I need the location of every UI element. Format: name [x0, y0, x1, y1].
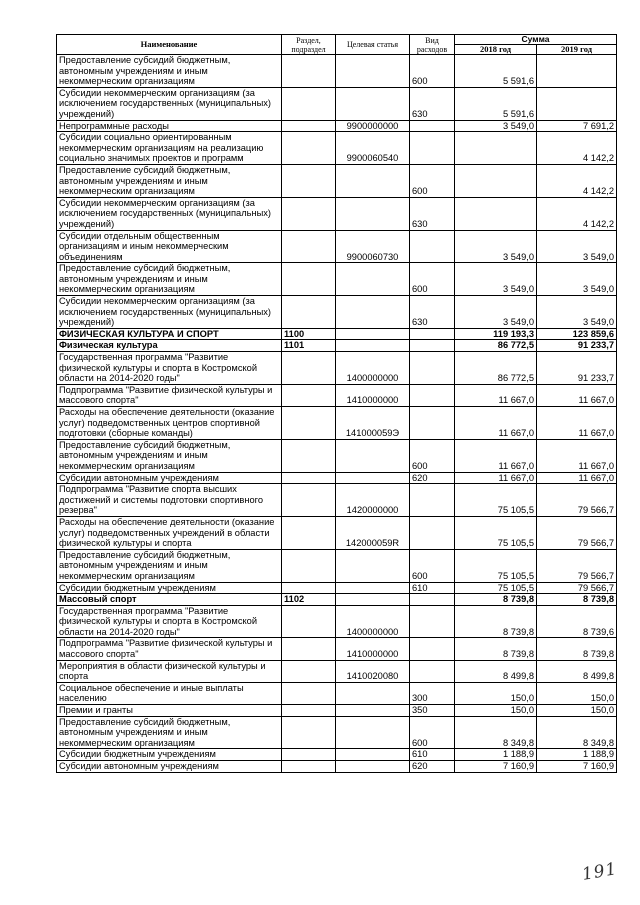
row-target: 9900060730 — [336, 230, 410, 263]
row-value-2018: 11 667,0 — [455, 472, 537, 484]
header-sum: Сумма — [455, 35, 617, 45]
row-target: 141000059Э — [336, 407, 410, 440]
row-kind — [410, 516, 455, 549]
row-value-2018: 11 667,0 — [455, 407, 537, 440]
row-target: 1410020080 — [336, 660, 410, 682]
row-target — [336, 55, 410, 88]
row-kind: 630 — [410, 87, 455, 120]
table-row — [57, 439, 617, 472]
row-name: Субсидии социально ориентированным некоммерческим организациям на реализацию социально значимых проектов и программ — [57, 132, 282, 165]
row-value-2018: 86 772,5 — [455, 352, 537, 385]
row-value-2019: 123 859,6 — [537, 328, 617, 340]
row-value-2019: 91 233,7 — [537, 352, 617, 385]
row-kind — [410, 605, 455, 638]
row-target — [336, 87, 410, 120]
table-row — [57, 582, 617, 594]
row-kind — [410, 230, 455, 263]
row-kind: 610 — [410, 582, 455, 594]
row-name: Субсидии отдельным общественным организациям и иным некоммерческим объединениям — [57, 230, 282, 263]
row-kind: 620 — [410, 761, 455, 773]
row-kind — [410, 132, 455, 165]
table-row — [57, 749, 617, 761]
row-section — [282, 682, 336, 704]
table-row — [57, 516, 617, 549]
row-name: Субсидии некоммерческим организациям (за исключением государственных (муниципальных) учреждений) — [57, 197, 282, 230]
table-row — [57, 132, 617, 165]
row-value-2019: 7 691,2 — [537, 120, 617, 132]
row-value-2019: 11 667,0 — [537, 384, 617, 406]
row-target — [336, 164, 410, 197]
row-kind — [410, 407, 455, 440]
table-row — [57, 230, 617, 263]
row-name: Непрограммные расходы — [57, 120, 282, 132]
table-body — [57, 55, 617, 773]
row-kind — [410, 594, 455, 606]
row-value-2019: 4 142,2 — [537, 132, 617, 165]
row-target — [336, 582, 410, 594]
row-name: Предоставление субсидий бюджетным, автономным учреждениям и иным некоммерческим организациям — [57, 439, 282, 472]
header-kind: Вид расходов — [410, 35, 455, 55]
row-section — [282, 132, 336, 165]
row-name: Предоставление субсидий бюджетным, автономным учреждениям и иным некоммерческим организациям — [57, 716, 282, 749]
row-name: Предоставление субсидий бюджетным, автономным учреждениям и иным некоммерческим организациям — [57, 164, 282, 197]
row-target — [336, 761, 410, 773]
row-section — [282, 263, 336, 296]
table-row — [57, 638, 617, 660]
table-row — [57, 605, 617, 638]
row-kind: 600 — [410, 549, 455, 582]
row-target — [336, 594, 410, 606]
row-kind — [410, 328, 455, 340]
row-kind — [410, 340, 455, 352]
row-section — [282, 120, 336, 132]
row-kind — [410, 384, 455, 406]
header-name: Наименование — [57, 35, 282, 55]
row-target: 9900060540 — [336, 132, 410, 165]
row-kind: 600 — [410, 439, 455, 472]
row-target — [336, 682, 410, 704]
row-section — [282, 230, 336, 263]
row-section — [282, 549, 336, 582]
row-value-2018: 8 739,8 — [455, 594, 537, 606]
row-name: Массовый спорт — [57, 594, 282, 606]
row-value-2018: 75 105,5 — [455, 484, 537, 517]
row-value-2019: 8 739,8 — [537, 594, 617, 606]
table-row — [57, 164, 617, 197]
row-name: Субсидии некоммерческим организациям (за исключением государственных (муниципальных) учреждений) — [57, 87, 282, 120]
row-value-2018: 5 591,6 — [455, 55, 537, 88]
row-value-2019: 3 549,0 — [537, 263, 617, 296]
row-target — [336, 716, 410, 749]
row-kind — [410, 638, 455, 660]
table-row — [57, 296, 617, 329]
row-value-2018: 5 591,6 — [455, 87, 537, 120]
header-target: Целевая статья — [336, 35, 410, 55]
row-value-2019: 8 499,8 — [537, 660, 617, 682]
row-value-2018: 75 105,5 — [455, 516, 537, 549]
row-value-2018: 75 105,5 — [455, 549, 537, 582]
row-value-2018: 150,0 — [455, 682, 537, 704]
row-value-2019: 79 566,7 — [537, 484, 617, 517]
header-section: Раздел, подраздел — [282, 35, 336, 55]
row-value-2018: 11 667,0 — [455, 439, 537, 472]
row-name: Субсидии автономным учреждениям — [57, 472, 282, 484]
row-value-2019: 8 349,8 — [537, 716, 617, 749]
row-target — [336, 296, 410, 329]
row-value-2018: 8 739,8 — [455, 605, 537, 638]
row-target: 9900000000 — [336, 120, 410, 132]
row-target — [336, 705, 410, 717]
row-value-2019: 91 233,7 — [537, 340, 617, 352]
row-value-2018: 3 549,0 — [455, 296, 537, 329]
row-name: Премии и гранты — [57, 705, 282, 717]
row-value-2018: 75 105,5 — [455, 582, 537, 594]
row-name: Субсидии бюджетным учреждениям — [57, 582, 282, 594]
row-target: 1400000000 — [336, 352, 410, 385]
row-value-2018 — [455, 132, 537, 165]
row-value-2018: 3 549,0 — [455, 120, 537, 132]
row-name: Физическая культура — [57, 340, 282, 352]
row-value-2018: 7 160,9 — [455, 761, 537, 773]
row-kind: 600 — [410, 716, 455, 749]
row-kind: 630 — [410, 197, 455, 230]
table-row — [57, 716, 617, 749]
row-value-2018 — [455, 197, 537, 230]
row-name: Социальное обеспечение и иные выплаты населению — [57, 682, 282, 704]
row-section — [282, 352, 336, 385]
row-target: 1410000000 — [336, 638, 410, 660]
row-kind — [410, 484, 455, 517]
row-value-2019: 7 160,9 — [537, 761, 617, 773]
table-row — [57, 705, 617, 717]
row-section — [282, 472, 336, 484]
row-section: 1101 — [282, 340, 336, 352]
row-value-2018: 11 667,0 — [455, 384, 537, 406]
table-row — [57, 660, 617, 682]
row-value-2018: 3 549,0 — [455, 263, 537, 296]
row-value-2019: 1 188,9 — [537, 749, 617, 761]
row-section — [282, 749, 336, 761]
row-section — [282, 55, 336, 88]
row-section — [282, 516, 336, 549]
row-section — [282, 87, 336, 120]
row-name: ФИЗИЧЕСКАЯ КУЛЬТУРА И СПОРТ — [57, 328, 282, 340]
page-number: 191 — [580, 859, 619, 885]
row-target — [336, 340, 410, 352]
row-name: Подпрограмма "Развитие спорта высших достижений и системы подготовки спортивного резерва" — [57, 484, 282, 517]
row-name: Расходы на обеспечение деятельности (оказание услуг) подведомственных центров спортивной подготовки (сборные команды) — [57, 407, 282, 440]
row-section: 1100 — [282, 328, 336, 340]
table-row — [57, 407, 617, 440]
row-value-2019: 150,0 — [537, 682, 617, 704]
table-row — [57, 55, 617, 88]
row-name: Подпрограмма "Развитие физической культуры и массового спорта" — [57, 638, 282, 660]
table-row — [57, 328, 617, 340]
row-target — [336, 197, 410, 230]
row-kind: 600 — [410, 164, 455, 197]
row-kind: 300 — [410, 682, 455, 704]
row-section — [282, 439, 336, 472]
row-value-2018: 86 772,5 — [455, 340, 537, 352]
row-section — [282, 761, 336, 773]
table-row — [57, 120, 617, 132]
row-section: 1102 — [282, 594, 336, 606]
table-row — [57, 197, 617, 230]
row-value-2018: 119 193,3 — [455, 328, 537, 340]
row-section — [282, 705, 336, 717]
row-value-2019: 8 739,6 — [537, 605, 617, 638]
row-value-2019: 8 739,8 — [537, 638, 617, 660]
row-target — [336, 263, 410, 296]
row-section — [282, 605, 336, 638]
table-row — [57, 549, 617, 582]
row-kind: 620 — [410, 472, 455, 484]
row-section — [282, 660, 336, 682]
row-name: Государственная программа "Развитие физической культуры и спорта в Костромской области на 2014-2020 годы" — [57, 605, 282, 638]
row-value-2019: 3 549,0 — [537, 296, 617, 329]
row-kind — [410, 352, 455, 385]
table-row — [57, 263, 617, 296]
row-section — [282, 716, 336, 749]
row-section — [282, 296, 336, 329]
row-section — [282, 197, 336, 230]
row-kind: 350 — [410, 705, 455, 717]
row-kind — [410, 120, 455, 132]
row-value-2018: 1 188,9 — [455, 749, 537, 761]
row-section — [282, 582, 336, 594]
budget-table — [56, 34, 617, 773]
row-section — [282, 164, 336, 197]
table-header — [57, 35, 617, 55]
row-value-2019: 3 549,0 — [537, 230, 617, 263]
header-year-2018: 2018 год — [455, 45, 537, 55]
row-kind: 610 — [410, 749, 455, 761]
row-name: Мероприятия в области физической культуры и спорта — [57, 660, 282, 682]
row-kind: 600 — [410, 55, 455, 88]
row-value-2019: 11 667,0 — [537, 472, 617, 484]
row-kind: 630 — [410, 296, 455, 329]
row-name: Предоставление субсидий бюджетным, автономным учреждениям и иным некоммерческим организациям — [57, 263, 282, 296]
row-value-2018: 8 739,8 — [455, 638, 537, 660]
row-target — [336, 472, 410, 484]
table-row — [57, 594, 617, 606]
row-target — [336, 439, 410, 472]
row-name: Расходы на обеспечение деятельности (оказание услуг) подведомственных учреждений в области физической культуры и спорта — [57, 516, 282, 549]
row-name: Подпрограмма "Развитие физической культуры и массового спорта" — [57, 384, 282, 406]
table-row — [57, 340, 617, 352]
row-name: Предоставление субсидий бюджетным, автономным учреждениям и иным некоммерческим организациям — [57, 55, 282, 88]
row-target: 1410000000 — [336, 384, 410, 406]
row-target: 1400000000 — [336, 605, 410, 638]
row-name: Субсидии бюджетным учреждениям — [57, 749, 282, 761]
row-kind: 600 — [410, 263, 455, 296]
row-target: 142000059R — [336, 516, 410, 549]
table-row — [57, 682, 617, 704]
row-name: Субсидии некоммерческим организациям (за исключением государственных (муниципальных) учреждений) — [57, 296, 282, 329]
row-value-2019: 11 667,0 — [537, 407, 617, 440]
row-value-2019: 79 566,7 — [537, 516, 617, 549]
row-name: Предоставление субсидий бюджетным, автономным учреждениям и иным некоммерческим организациям — [57, 549, 282, 582]
row-value-2019: 150,0 — [537, 705, 617, 717]
row-name: Государственная программа "Развитие физической культуры и спорта в Костромской области на 2014-2020 годы" — [57, 352, 282, 385]
header-year-2019: 2019 год — [537, 45, 617, 55]
row-target — [336, 328, 410, 340]
row-value-2018 — [455, 164, 537, 197]
table-row — [57, 484, 617, 517]
table-row — [57, 384, 617, 406]
row-value-2019: 11 667,0 — [537, 439, 617, 472]
row-value-2019: 4 142,2 — [537, 197, 617, 230]
row-value-2019 — [537, 87, 617, 120]
row-value-2018: 3 549,0 — [455, 230, 537, 263]
row-target — [336, 549, 410, 582]
row-value-2019: 79 566,7 — [537, 549, 617, 582]
row-value-2018: 8 349,8 — [455, 716, 537, 749]
table-row — [57, 761, 617, 773]
row-name: Субсидии автономным учреждениям — [57, 761, 282, 773]
row-kind — [410, 660, 455, 682]
row-value-2019 — [537, 55, 617, 88]
row-value-2018: 8 499,8 — [455, 660, 537, 682]
row-target: 1420000000 — [336, 484, 410, 517]
table-row — [57, 472, 617, 484]
row-value-2019: 4 142,2 — [537, 164, 617, 197]
row-value-2018: 150,0 — [455, 705, 537, 717]
row-target — [336, 749, 410, 761]
row-value-2019: 79 566,7 — [537, 582, 617, 594]
row-section — [282, 384, 336, 406]
row-section — [282, 407, 336, 440]
row-section — [282, 638, 336, 660]
table-row — [57, 352, 617, 385]
table-row — [57, 87, 617, 120]
row-section — [282, 484, 336, 517]
